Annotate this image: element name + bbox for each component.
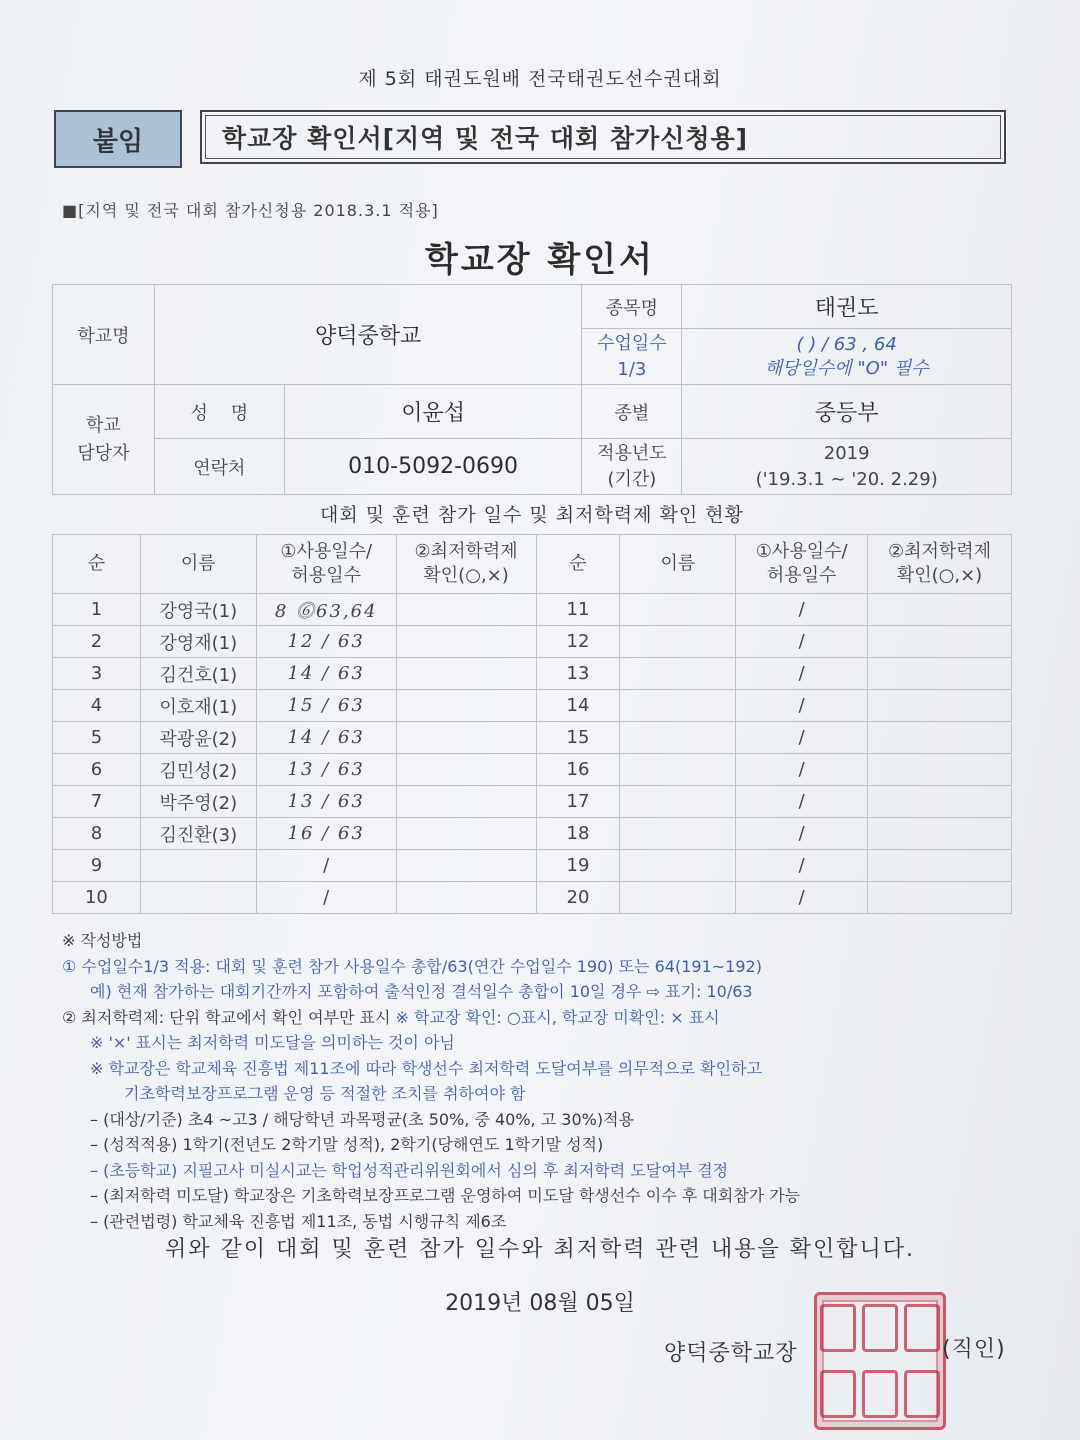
- seal-glyph: [820, 1370, 856, 1418]
- confirmation-statement: 위와 같이 대회 및 훈련 참가 일수와 최저학력 관련 내용을 확인합니다.: [165, 1237, 915, 1262]
- table-row: [53, 754, 1012, 786]
- instruction-line: 기초학력보장프로그램 운영 등 적절한 조치를 취하여야 함: [124, 1084, 526, 1103]
- school-info-table: [52, 284, 1012, 495]
- staff-label-line2: 담당자: [77, 442, 130, 464]
- row-name: [140, 882, 256, 914]
- row-name: 강영재(1): [140, 626, 256, 658]
- row-days: 15 / 63: [256, 690, 396, 722]
- seal-label: (직인): [942, 1337, 1006, 1362]
- instruction-line: ① 수업일수1/3 적용: 대회 및 훈련 참가 사용일수 총합/63(연간 수업일수 190) 또는 64(191~192): [62, 956, 762, 976]
- col-days-right: [736, 535, 868, 594]
- col-check: [396, 535, 536, 594]
- row-check-right: [868, 626, 1012, 658]
- row-no-right: 15: [536, 722, 620, 754]
- row-days: /: [256, 850, 396, 882]
- row-name: 김건호(1): [140, 658, 256, 690]
- contact-value: 010-5092-0690: [284, 439, 582, 495]
- row-days: 14 / 63: [256, 658, 396, 690]
- year-label-line2: (기간): [607, 468, 657, 490]
- row-check: [396, 818, 536, 850]
- row-check: [396, 658, 536, 690]
- principal-name: 양덕중학교장: [664, 1341, 798, 1366]
- row-days-right: /: [736, 658, 868, 690]
- row-name: 김진환(3): [140, 818, 256, 850]
- attachment-tag: 붙임: [54, 110, 182, 168]
- row-name: 김민성(2): [140, 754, 256, 786]
- instructions-heading: ※ 작성방법: [62, 931, 143, 950]
- col-days-right-line1: ①사용일수/: [755, 541, 848, 562]
- row-name-right: [620, 818, 736, 850]
- row-check: [396, 882, 536, 914]
- row-no: 2: [53, 626, 141, 658]
- row-check: [396, 594, 536, 626]
- row-name-right: [620, 658, 736, 690]
- table-header-row: [53, 535, 1012, 594]
- row-days-right: /: [736, 786, 868, 818]
- row-no: 5: [53, 722, 141, 754]
- status-heading: 대회 및 훈련 참가 일수 및 최저학력제 확인 현황: [319, 504, 745, 526]
- name-label: 성 명: [154, 385, 284, 439]
- col-check-right-line2: 확인(○,×): [896, 565, 983, 586]
- row-check-right: [868, 786, 1012, 818]
- row-check: [396, 626, 536, 658]
- row-name-right: [620, 850, 736, 882]
- row-no-right: 12: [536, 626, 620, 658]
- row-no-right: 14: [536, 690, 620, 722]
- instruction-line: ※ '×' 표시는 최저학력 미도달을 의미하는 것이 아님: [90, 1033, 455, 1052]
- row-no-right: 19: [536, 850, 620, 882]
- row-name: 이호재(1): [140, 690, 256, 722]
- name-value: 이윤섭: [284, 385, 582, 439]
- col-no: 순: [53, 535, 141, 594]
- table-row: [53, 594, 1012, 626]
- col-check-line2: 확인(○,×): [423, 565, 509, 586]
- row-days: 13 / 63: [256, 786, 396, 818]
- instruction-line: [62, 1005, 1042, 1031]
- instruction-line: – (대상/기준) 초4 ~고3 / 해당학년 과목평균(초 50%, 중 40%, 고 30%)적용: [90, 1109, 634, 1129]
- row-check: [396, 850, 536, 882]
- instruction-line: – (관련법령) 학교체육 진흥법 제11조, 동법 시행규칙 제6조: [90, 1211, 507, 1231]
- document-banner: 학교장 확인서[지역 및 전국 대회 참가신청용]: [200, 110, 1006, 164]
- row-name-right: [620, 690, 736, 722]
- seal-glyph: [862, 1304, 898, 1352]
- table-body: [53, 594, 1012, 914]
- col-days: [256, 535, 396, 594]
- days-label-line2: 1/3: [617, 358, 647, 380]
- instruction-line: 예) 현재 참가하는 대회기간까지 포함하여 출석인정 결석일수 총합이 10일 경우 ⇨ 표기: 10/63: [90, 982, 753, 1001]
- issue-date: 2019년 08월 05일: [445, 1291, 635, 1316]
- seal-glyph: [862, 1370, 898, 1418]
- row-name: 강영국(1): [140, 594, 256, 626]
- days-value: [682, 329, 1012, 385]
- row-days: 12 / 63: [256, 626, 396, 658]
- row-no-right: 20: [536, 882, 620, 914]
- instruction-line: ※ 학교장은 학교체육 진흥법 제11조에 따라 학생선수 최저학력 도달여부를 의무적으로 확인하고: [90, 1058, 762, 1078]
- row-check: [396, 690, 536, 722]
- year-label-line1: 적용년도: [597, 442, 667, 464]
- participation-table: [52, 534, 1012, 914]
- row-check-right: [868, 722, 1012, 754]
- row-days-right: /: [736, 594, 868, 626]
- row-check-right: [868, 818, 1012, 850]
- table-row: [53, 626, 1012, 658]
- instruction-line-part: ② 최저학력제: 단위 학교에서 확인 여부만 표시: [62, 1007, 396, 1027]
- row-no: 4: [53, 690, 141, 722]
- table-row: [53, 786, 1012, 818]
- form-title: 학교장 확인서: [425, 240, 655, 280]
- table-row: [53, 658, 1012, 690]
- row-days-right: /: [736, 722, 868, 754]
- col-no-right: 순: [536, 535, 620, 594]
- row-check-right: [868, 658, 1012, 690]
- row-check-right: [868, 850, 1012, 882]
- division-value: 중등부: [682, 385, 1012, 439]
- table-row: [53, 850, 1012, 882]
- row-no: 6: [53, 754, 141, 786]
- row-name-right: [620, 754, 736, 786]
- row-days-right: /: [736, 626, 868, 658]
- instruction-line-part: ※ 학교장 확인: ○표시, 학교장 미확인: × 표시: [395, 1007, 720, 1027]
- row-days: 16 / 63: [256, 818, 396, 850]
- event-label: 종목명: [582, 285, 682, 329]
- row-no: 3: [53, 658, 141, 690]
- seal-glyph: [820, 1304, 856, 1352]
- days-value-line1: ( ) / 63 , 64: [796, 333, 897, 355]
- row-no-right: 13: [536, 658, 620, 690]
- row-no: 10: [53, 882, 141, 914]
- instruction-line: – (최저학력 미도달) 학교장은 기초학력보장프로그램 운영하여 미도달 학생선수 이수 후 대회참가 가능: [90, 1186, 801, 1205]
- row-name-right: [620, 722, 736, 754]
- event-value: 태권도: [682, 285, 1012, 329]
- row-no: 1: [53, 594, 141, 626]
- year-value: [682, 439, 1012, 495]
- row-no-right: 16: [536, 754, 620, 786]
- col-check-right-line1: ②최저학력제: [888, 541, 992, 562]
- row-check-right: [868, 882, 1012, 914]
- row-check: [396, 786, 536, 818]
- col-days-line2: 허용일수: [291, 565, 361, 586]
- row-no: 9: [53, 850, 141, 882]
- days-label-line1: 수업일수: [597, 332, 667, 354]
- staff-label-line1: 학교: [86, 414, 121, 436]
- row-days-right: /: [736, 850, 868, 882]
- row-no-right: 11: [536, 594, 620, 626]
- row-name: 곽광윤(2): [140, 722, 256, 754]
- table-row: [53, 722, 1012, 754]
- row-check-right: [868, 754, 1012, 786]
- instructions: [62, 928, 1042, 1234]
- row-days-right: /: [736, 818, 868, 850]
- year-value-line2: ('19.3.1 ~ '20. 2.29): [755, 468, 938, 490]
- row-days-right: /: [736, 690, 868, 722]
- col-name: 이름: [140, 535, 256, 594]
- division-label: 종별: [582, 385, 682, 439]
- seal-glyph: [904, 1304, 940, 1352]
- seal-glyph: [904, 1370, 940, 1418]
- row-name: [140, 850, 256, 882]
- row-name: 박주영(2): [140, 786, 256, 818]
- row-check: [396, 722, 536, 754]
- table-row: [53, 690, 1012, 722]
- row-name-right: [620, 882, 736, 914]
- applied-note: ■[지역 및 전국 대회 참가신청용 2018.3.1 적용]: [62, 201, 439, 220]
- row-days: 13 / 63: [256, 754, 396, 786]
- row-name-right: [620, 594, 736, 626]
- row-name-right: [620, 786, 736, 818]
- staff-label: [53, 385, 155, 495]
- year-label: [582, 439, 682, 495]
- row-no: 7: [53, 786, 141, 818]
- official-seal-stamp: [814, 1292, 946, 1430]
- instruction-line: – (성적적용) 1학기(전년도 2학기말 성적), 2학기(당해연도 1학기말 성적): [90, 1135, 604, 1154]
- year-value-line1: 2019: [823, 442, 870, 464]
- row-no-right: 18: [536, 818, 620, 850]
- row-days-right: /: [736, 754, 868, 786]
- col-days-right-line2: 허용일수: [766, 565, 837, 586]
- table-row: [53, 882, 1012, 914]
- row-days: 8 ⓺63,64: [256, 594, 396, 626]
- row-days: 14 / 63: [256, 722, 396, 754]
- col-check-line1: ②최저학력제: [414, 541, 518, 562]
- row-days-right: /: [736, 882, 868, 914]
- row-no: 8: [53, 818, 141, 850]
- days-value-line2: 해당일수에 "O" 필수: [764, 357, 929, 379]
- col-name-right: 이름: [620, 535, 736, 594]
- row-no-right: 17: [536, 786, 620, 818]
- instruction-line: – (초등학교) 지필고사 미실시교는 학업성적관리위원회에서 심의 후 최저학력 도달여부 결정: [90, 1160, 729, 1180]
- col-days-line1: ①사용일수/: [280, 541, 373, 562]
- event-title: 제 5회 태권도원배 전국태권도선수권대회: [358, 68, 722, 90]
- school-value: 양덕중학교: [154, 285, 582, 385]
- days-label: [582, 329, 682, 385]
- table-row: [53, 818, 1012, 850]
- row-check-right: [868, 690, 1012, 722]
- school-label: 학교명: [53, 285, 155, 385]
- row-days: /: [256, 882, 396, 914]
- row-check: [396, 754, 536, 786]
- row-name-right: [620, 626, 736, 658]
- col-check-right: [868, 535, 1012, 594]
- row-check-right: [868, 594, 1012, 626]
- contact-label: 연락처: [154, 439, 284, 495]
